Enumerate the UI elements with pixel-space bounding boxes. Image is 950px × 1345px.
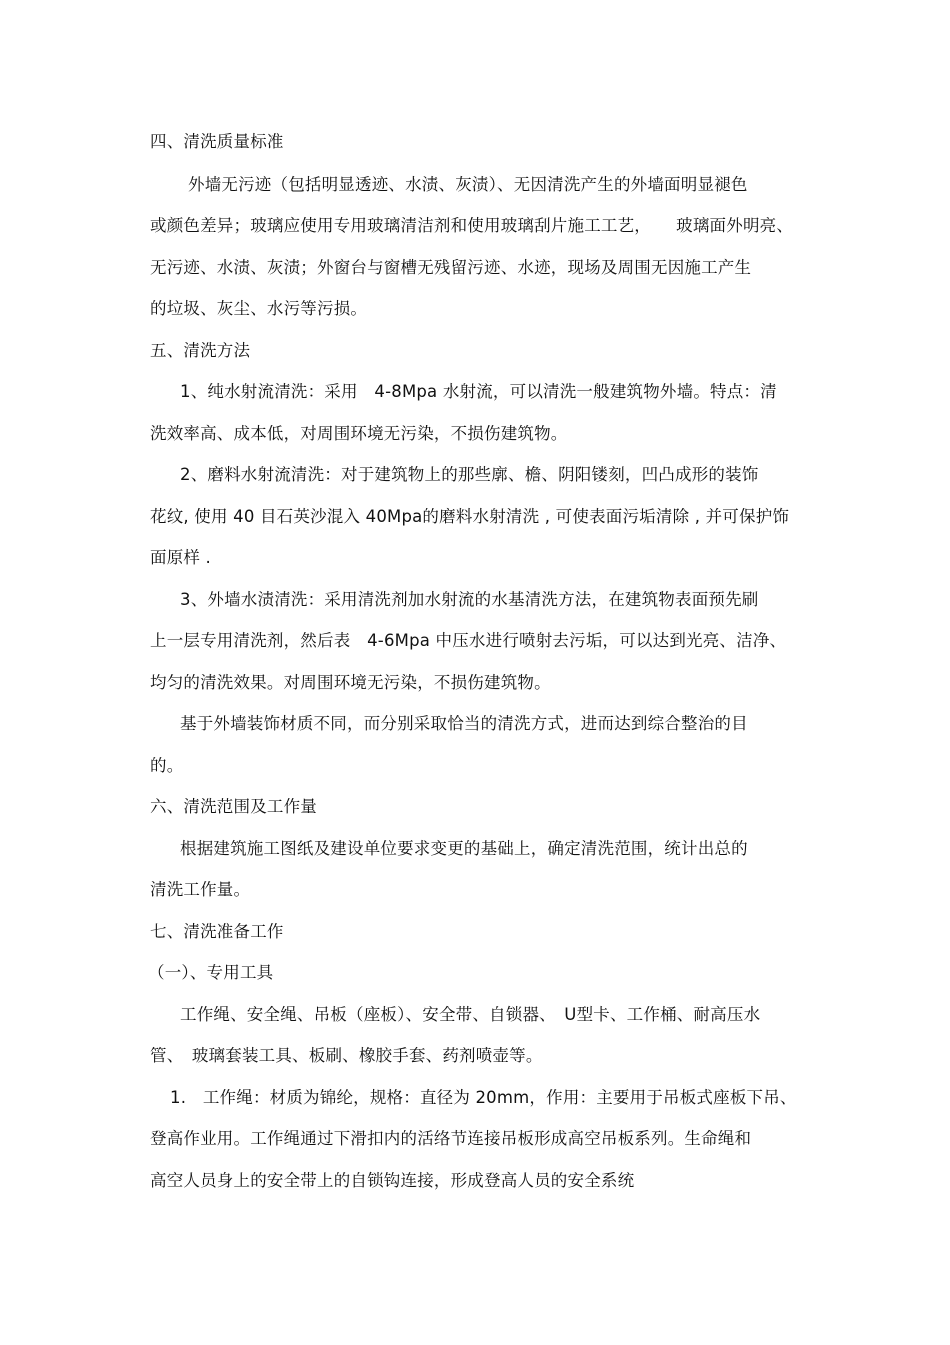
paragraph-line: 的。 bbox=[150, 756, 184, 775]
paragraph-line: 高空人员身上的安全带上的自锁钩连接，形成登高人员的安全系统 bbox=[150, 1171, 635, 1190]
paragraph-line: 花纹, 使用 40 目石英沙混入 40Mpa的磨料水射清洗 , 可使表面污垢清除 , 并可保护饰 bbox=[150, 507, 790, 526]
paragraph-line: 清洗工作量。 bbox=[150, 880, 251, 899]
paragraph-line: 3、外墙水渍清洗：采用清洗剂加水射流的水基清洗方法，在建筑物表面预先刷 bbox=[180, 590, 759, 609]
section-heading-quality: 四、清洗质量标准 bbox=[150, 132, 284, 151]
paragraph-line: 外墙无污迹（包括明显透迹、水渍、灰渍）、无因清洗产生的外墙面明显褪色 bbox=[188, 175, 748, 194]
paragraph-line: 管、 玻璃套装工具、板刷、橡胶手套、药剂喷壶等。 bbox=[150, 1046, 543, 1065]
paragraph-line: 洗效率高、成本低，对周围环境无污染，不损伤建筑物。 bbox=[150, 424, 568, 443]
subsection-heading-tools: （一）、专用工具 bbox=[148, 963, 274, 982]
paragraph-line: 均匀的清洗效果。对周围环境无污染，不损伤建筑物。 bbox=[150, 673, 551, 692]
paragraph-line: 1. 工作绳：材质为锦纶，规格：直径为 20mm，作用：主要用于吊板式座板下吊、 bbox=[170, 1088, 797, 1107]
section-heading-scope: 六、清洗范围及工作量 bbox=[150, 797, 317, 816]
paragraph-line: 根据建筑施工图纸及建设单位要求变更的基础上，确定清洗范围，统计出总的 bbox=[180, 839, 748, 858]
paragraph-line: 的垃圾、灰尘、水污等污损。 bbox=[150, 299, 368, 318]
paragraph-line: 工作绳、安全绳、吊板（座板）、安全带、自锁器、 U型卡、工作桶、耐高压水 bbox=[180, 1005, 761, 1024]
paragraph-line: 登高作业用。工作绳通过下滑扣内的活络节连接吊板形成高空吊板系列。生命绳和 bbox=[150, 1129, 752, 1148]
paragraph-line: 或颜色差异；玻璃应使用专用玻璃清洁剂和使用玻璃刮片施工工艺， 玻璃面外明亮、 bbox=[150, 216, 794, 235]
paragraph-line: 无污迹、水渍、灰渍；外窗台与窗槽无残留污迹、水迹，现场及周围无因施工产生 bbox=[150, 258, 752, 277]
paragraph-line: 面原样 . bbox=[150, 548, 211, 567]
paragraph-line: 上一层专用清洗剂，然后表 4-6Mpa 中压水进行喷射去污垢，可以达到光亮、洁净、 bbox=[150, 631, 787, 650]
paragraph-line: 2、磨料水射流清洗：对于建筑物上的那些廓、檐、阴阳镂刻，凹凸成形的装饰 bbox=[180, 465, 759, 484]
section-heading-preparation: 七、清洗准备工作 bbox=[150, 922, 284, 941]
paragraph-line: 1、纯水射流清洗：采用 4-8Mpa 水射流，可以清洗一般建筑物外墙。特点：清 bbox=[180, 382, 777, 401]
section-heading-methods: 五、清洗方法 bbox=[150, 341, 251, 360]
paragraph-line: 基于外墙装饰材质不同，而分别采取恰当的清洗方式，进而达到综合整治的目 bbox=[180, 714, 748, 733]
